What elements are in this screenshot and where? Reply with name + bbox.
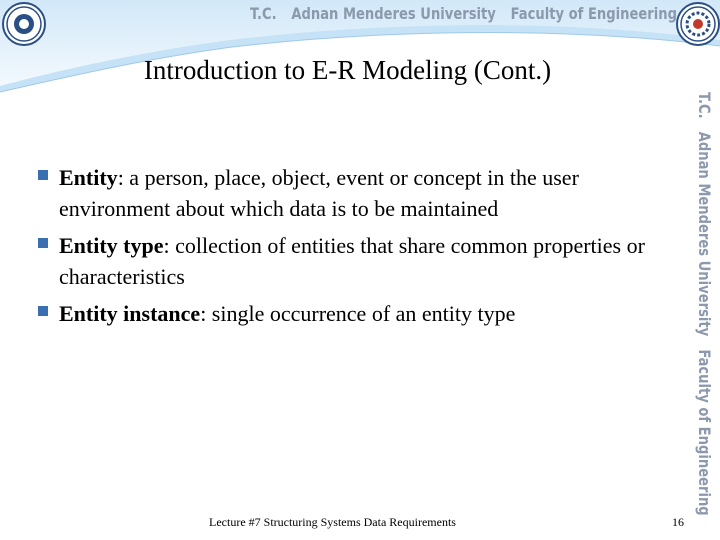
bullet-item — [38, 162, 688, 224]
header-institution-text — [250, 4, 692, 23]
square-bullet-icon — [38, 238, 48, 248]
footer-lecture: Lecture #7 Structuring Systems Data Requirements — [209, 515, 456, 529]
slide-title: Introduction to E-R Modeling (Cont.) — [143, 55, 552, 85]
bullet-term: Entity — [59, 165, 118, 190]
bullet-text: : single occurrence of an entity type — [200, 301, 516, 326]
square-bullet-icon — [38, 170, 48, 180]
bullet-item — [38, 230, 688, 292]
side-faculty: Faculty of Engineering — [695, 349, 714, 516]
bullet-term: Entity type — [59, 233, 164, 258]
bullet-text: : a person, place, object, event or concept in the user environment about which data is to be maintained — [59, 165, 579, 221]
square-bullet-icon — [38, 306, 48, 316]
bullet-list — [38, 162, 688, 335]
side-university: Adnan Menderes University — [695, 131, 714, 337]
header-university: Adnan Menderes University — [291, 4, 496, 23]
header-faculty: Faculty of Engineering — [510, 4, 677, 23]
bullet-term: Entity instance — [59, 301, 201, 326]
side-tc: T.C. — [695, 92, 714, 119]
bullet-item — [38, 298, 688, 329]
page-number: 16 — [672, 515, 684, 529]
bullet-text: : collection of entities that share common properties or characteristics — [59, 233, 645, 289]
side-institution-text — [686, 92, 720, 516]
header-tc: T.C. — [250, 4, 277, 23]
university-seal-logo — [2, 2, 46, 46]
